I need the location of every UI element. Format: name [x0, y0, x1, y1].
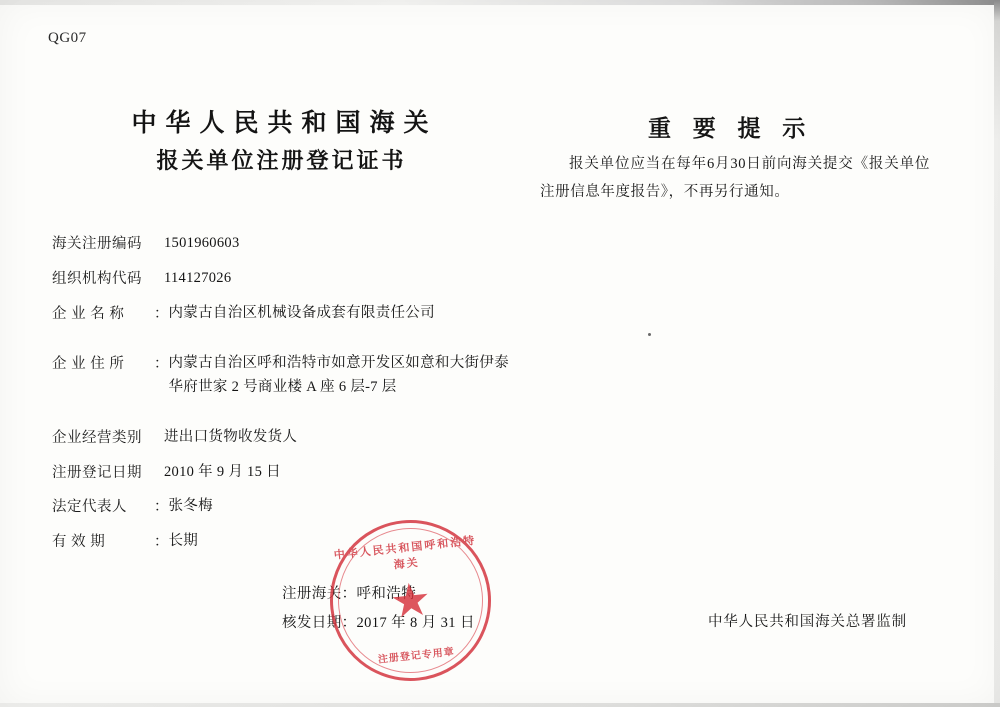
field-row-registration-date — [52, 461, 522, 485]
field-row-business-category — [52, 426, 522, 450]
field-value: 进出口货物收发货人 — [164, 428, 298, 445]
certificate-title — [70, 105, 490, 178]
field-colon: ： — [154, 355, 169, 372]
field-value: 内蒙古自治区机械设备成套有限责任公司 — [168, 304, 435, 321]
field-row-legal-representative — [52, 495, 522, 519]
field-list — [52, 232, 522, 565]
ink-dot-mark — [648, 333, 651, 336]
field-colon: ： — [154, 499, 169, 516]
field-value: 2010 年 9 月 15 日 — [164, 463, 281, 480]
title-line-2: 报关单位注册登记证书 — [156, 147, 407, 173]
issuing-date: 核发日期：2017 年 8 月 31 日 — [282, 615, 475, 631]
official-seal-stamp: 中华人民共和国呼和浩特海关 ★ 注册登记专用章 — [322, 512, 499, 689]
field-row-customs-registration-code — [52, 232, 522, 256]
title-line-1: 中华人民共和国海关 — [131, 110, 438, 137]
notice-paragraph: 报关单位应当在每年6月30日前向海关提交《报关单位注册信息年度报告》，不再另行通知。 — [540, 156, 930, 201]
field-label: 企业经营类别 — [52, 429, 142, 446]
field-label: 有 效 期 — [52, 534, 106, 551]
seal-top-text: 中华人民共和国呼和浩特海关 — [333, 534, 477, 572]
field-value: 114127026 — [164, 269, 232, 286]
issuing-customs: 注册海关：呼和浩特 — [282, 586, 417, 602]
field-row-organization-code — [52, 267, 522, 291]
scan-edge-right — [994, 0, 1000, 707]
field-row-enterprise-name — [52, 302, 522, 326]
scan-edge-bottom — [0, 703, 1000, 707]
field-value: 1501960603 — [164, 235, 240, 251]
notice-title: 重 要 提 示 — [648, 116, 814, 141]
field-label: 海关注册编码 — [52, 236, 142, 252]
field-colon: ： — [154, 534, 169, 551]
field-value: 张冬梅 — [168, 498, 213, 515]
field-label: 注册登记日期 — [52, 464, 142, 481]
seal-bottom-text: 注册登记专用章 — [377, 646, 456, 666]
field-label: 法定代表人 — [52, 499, 127, 516]
field-label: 企 业 住 所 — [52, 355, 125, 372]
field-row-enterprise-address — [52, 352, 522, 400]
issuer-footer: 中华人民共和国海关总署监制 — [708, 614, 907, 630]
field-label: 企 业 名 称 — [52, 305, 125, 322]
scan-edge-top — [0, 0, 1000, 5]
notice-body — [540, 150, 930, 207]
field-colon: ： — [154, 305, 169, 322]
field-value: 长期 — [168, 533, 199, 550]
document-code: QG07 — [48, 30, 87, 46]
field-label: 组织机构代码 — [52, 270, 142, 287]
field-value: 内蒙古自治区呼和浩特市如意开发区如意和大街伊泰华府世家 2 号商业楼 A 座 6 层-7 层 — [168, 354, 509, 395]
